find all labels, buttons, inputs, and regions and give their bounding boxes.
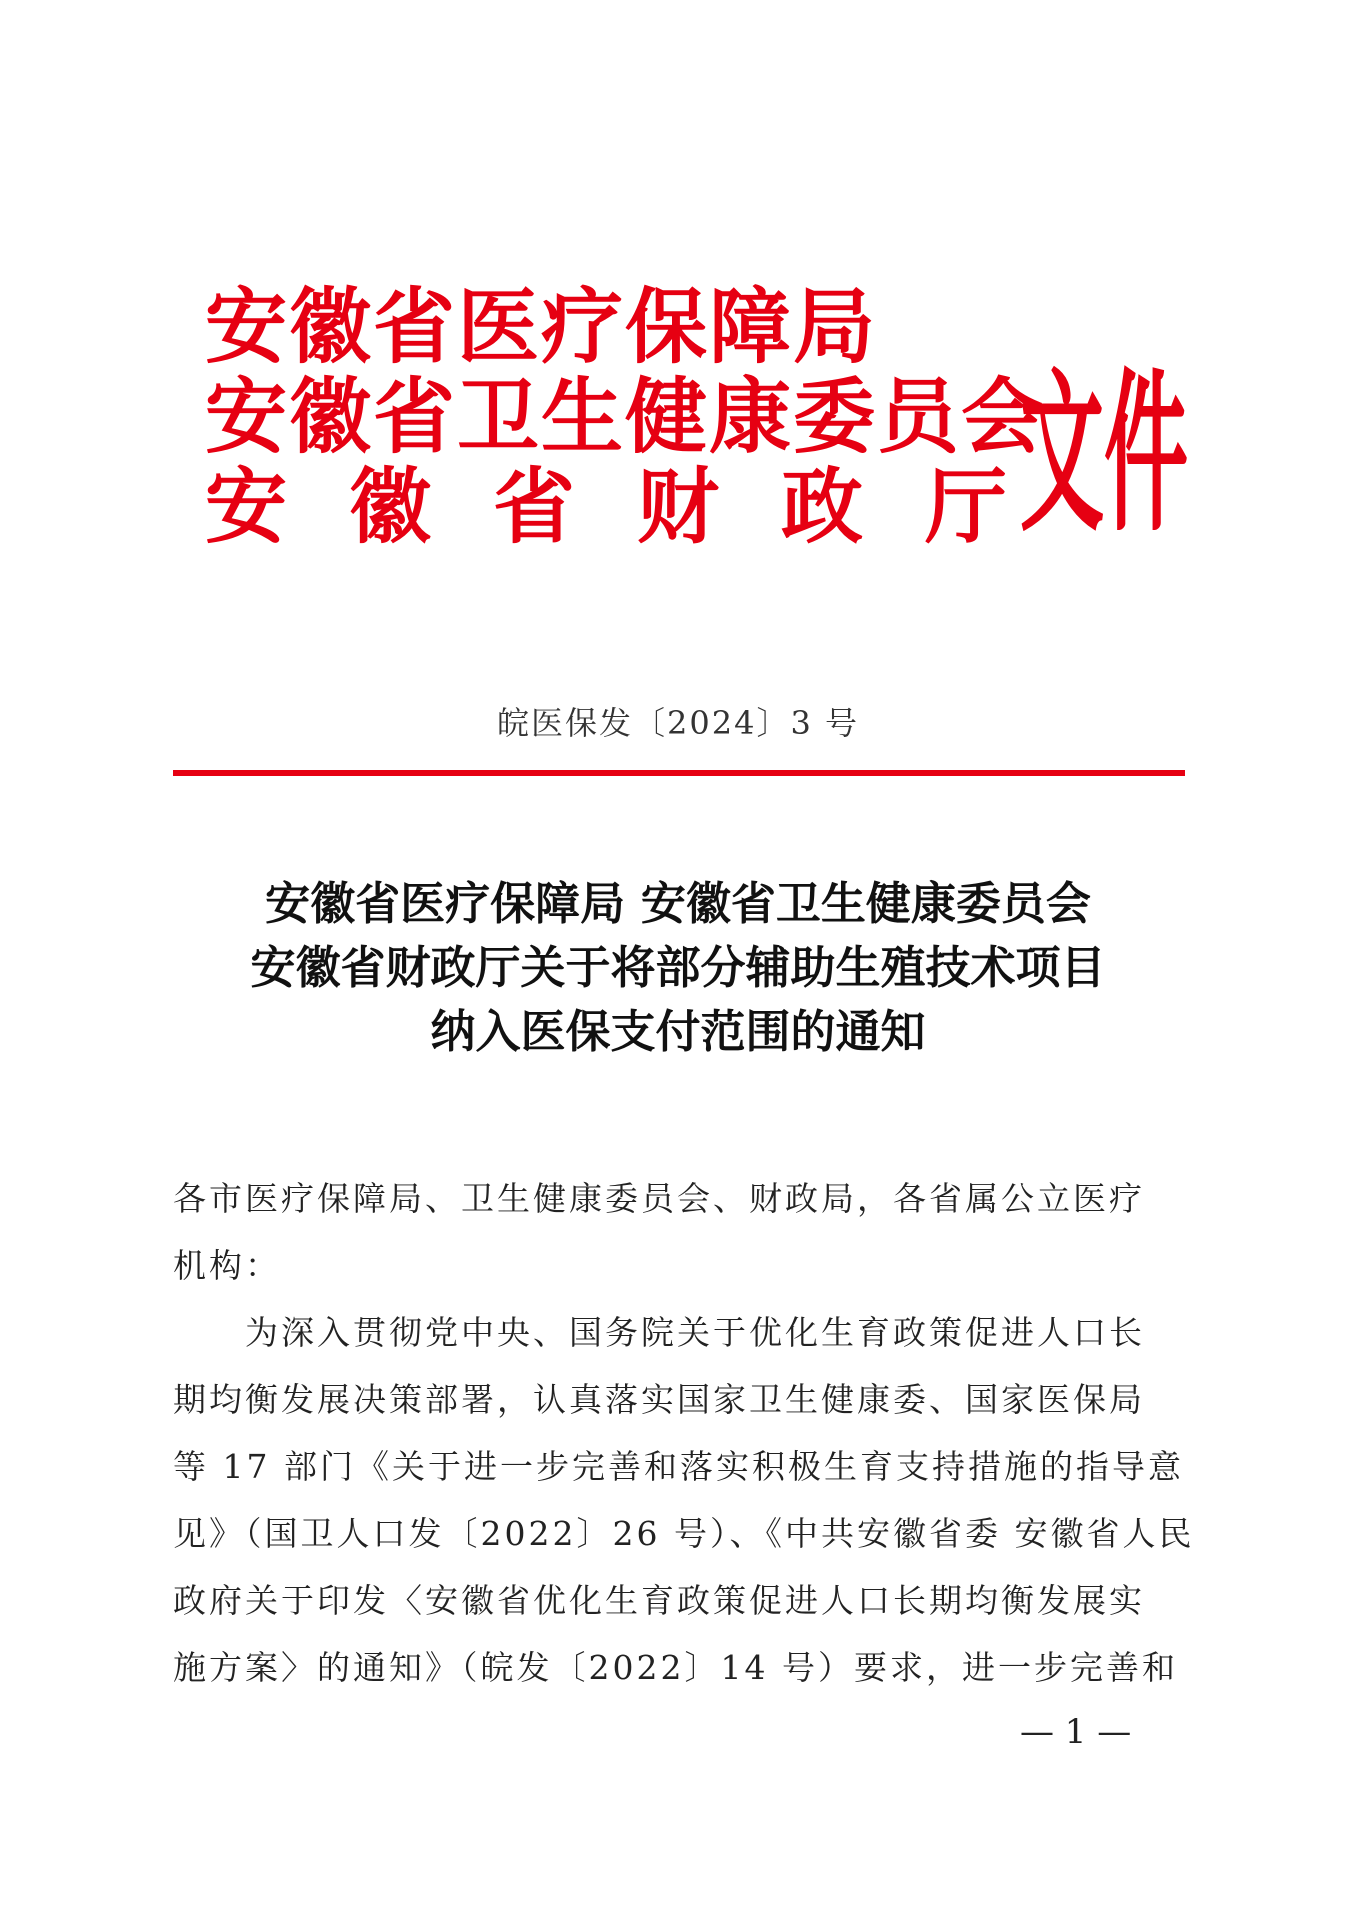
red-divider [173, 770, 1185, 776]
title-line: 纳入医保支付范围的通知 [430, 1005, 926, 1058]
page-number: — 1 — [1020, 1712, 1132, 1752]
wenjian-mark: 文件 [1020, 354, 1188, 556]
issuer-block [205, 279, 1070, 555]
document-number: 皖医保发〔2024〕3 号 [497, 704, 859, 742]
title-line: 安徽省医疗保障局 安徽省卫生健康委员会 [265, 877, 1091, 930]
addressee-line: 各市医疗保障局、卫生健康委员会、财政局，各省属公立医疗 [173, 1179, 1145, 1218]
issuer-medical-security: 安徽省医疗保障局 [205, 279, 878, 375]
addressee-line: 机构： [173, 1246, 281, 1285]
body-line: 为深入贯彻党中央、国务院关于优化生育政策促进人口长 [245, 1313, 1145, 1352]
document-title [150, 872, 1206, 1064]
document-body [173, 1165, 1195, 1701]
document-header [205, 279, 1188, 557]
body-line: 见》（国卫人口发〔2022〕26 号）、《中共安徽省委 安徽省人民 [173, 1514, 1195, 1553]
issuer-finance-department: 安徽省财政厅 [205, 459, 1070, 555]
body-line: 施方案〉的通知》（皖发〔2022〕14 号）要求，进一步完善和 [173, 1648, 1178, 1687]
title-line: 安徽省财政厅关于将部分辅助生殖技术项目 [250, 941, 1106, 994]
body-line: 等 17 部门《关于进一步完善和落实积极生育支持措施的指导意 [173, 1447, 1184, 1486]
body-line: 期均衡发展决策部署，认真落实国家卫生健康委、国家医保局 [173, 1380, 1145, 1419]
issuer-health-commission: 安徽省卫生健康委员会 [205, 369, 1046, 465]
body-line: 政府关于印发〈安徽省优化生育政策促进人口长期均衡发展实 [173, 1581, 1145, 1620]
